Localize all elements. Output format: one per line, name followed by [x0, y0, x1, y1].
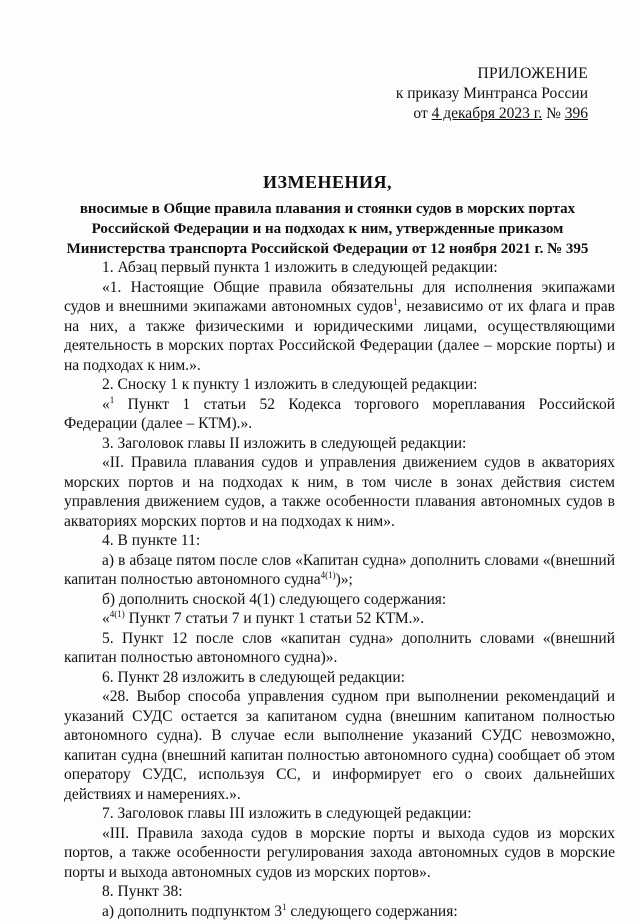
paragraph-6: «II. Правила плавания судов и управления движением судов в акваториях морских портов и на подходах к ним, в том числе в зонах действия систем управления движением судов, а также особенности плавания автономных судов в акваториях морских портов и на подходах к ним».: [64, 454, 615, 530]
paragraph-17: [64, 902, 615, 922]
paragraph-9: б) дополнить сноской 4(1) следующего содержания:: [102, 590, 447, 608]
paragraph-17-text-a: а) дополнить подпунктом 3: [102, 902, 283, 920]
heading-subtitle: вносимые в Общие правила плавания и стоянки судов в морских портах Российской Федерации и на подходах к ним, утвержденные приказом Министерства транспорта Российской Федерации от 12 ноября 2021 г. № 395: [66, 201, 589, 257]
paragraph-4: [64, 395, 615, 434]
paragraph-16: 8. Пункт 38:: [102, 883, 183, 900]
paragraph-2-text-a: «1. Настоящие Общие правила обязательны для исполнения экипажами судов и внешними экипажами автономных судов: [64, 278, 615, 315]
appendix-date-line: [396, 104, 588, 124]
paragraph-7: 4. В пункте 11:: [102, 532, 201, 549]
paragraph-4-text: Пункт 1 статьи 52 Кодекса торгового мореплавания Российской Федерации (далее – КТМ).».: [64, 395, 615, 432]
subpoint-sup-1: 1: [282, 901, 287, 912]
paragraph-15: «III. Правила захода судов в морские порты и выхода судов из морских портов, а также особенности регулирования захода автономных судов в морские порты и выхода автономных судов из морских портов».: [64, 824, 615, 881]
paragraph-17-text-b: следующего содержания:: [286, 902, 458, 920]
footnote-marker-4-1: 4(1): [109, 608, 125, 619]
paragraph-14: 7. Заголовок главы III изложить в следующей редакции:: [102, 805, 472, 822]
document-body: [64, 258, 615, 921]
paragraph-3: 2. Сноску 1 к пункту 1 изложить в следующей редакции:: [102, 376, 478, 393]
appendix-title: ПРИЛОЖЕНИЕ: [477, 65, 588, 82]
paragraph-5: 3. Заголовок главы II изложить в следующей редакции:: [102, 434, 467, 452]
document-heading: [60, 172, 595, 259]
appendix-number: 396: [564, 105, 588, 122]
footnote-marker-1: 1: [109, 394, 115, 405]
paragraph-8: [64, 551, 615, 590]
appendix-from: от: [413, 105, 432, 122]
paragraph-12: 6. Пункт 28 изложить в следующей редакции:: [102, 668, 405, 686]
appendix-num-sign: №: [542, 105, 565, 122]
paragraph-8-text-b: )»;: [335, 571, 353, 588]
paragraph-4-open-quote: «: [102, 395, 110, 413]
appendix-date: 4 декабря 2023 г.: [431, 105, 543, 122]
footnote-ref-4-1: 4(1): [320, 569, 336, 580]
appendix-order-line: к приказу Минтранса России: [395, 85, 588, 102]
appendix-block: [396, 64, 588, 124]
heading-title: ИЗМЕНЕНИЯ,: [262, 172, 392, 192]
paragraph-10-text: Пункт 7 статьи 7 и пункт 1 статьи 52 КТМ.».: [124, 610, 425, 627]
paragraph-10-open-quote: «: [102, 610, 110, 627]
paragraph-2: [64, 278, 615, 376]
paragraph-8-text-a: а) в абзаце пятом после слов «Капитан судна» дополнить словами «(внешний капитан полностью автономного судна: [64, 551, 615, 588]
footnote-ref-1: 1: [393, 296, 398, 307]
paragraph-10: [64, 609, 615, 629]
paragraph-11: 5. Пункт 12 после слов «капитан судна» дополнить словами «(внешний капитан полностью автономного судна)».: [64, 629, 615, 666]
paragraph-2-text-b: , независимо от их флага и прав на них, а также физическими и юридическими лицами, осуществляющими деятельность в морских портах Российской Федерации (далее – морские порты) и на подходах к ним.».: [64, 298, 616, 374]
paragraph-13: «28. Выбор способа управления судном при выполнении рекомендаций и указаний СУДС остается за капитаном судна (внешним капитаном полностью автономного судна). В случае если выполнение указаний СУДС невозможно, капитан судна (внешний капитан полностью автономного судна) сообщает об этом оператору СУДС, используя СС, и информирует его о своих дальнейших действиях и намерениях.».: [64, 688, 615, 803]
paragraph-1: 1. Абзац первый пункта 1 изложить в следующей редакции:: [102, 259, 498, 276]
